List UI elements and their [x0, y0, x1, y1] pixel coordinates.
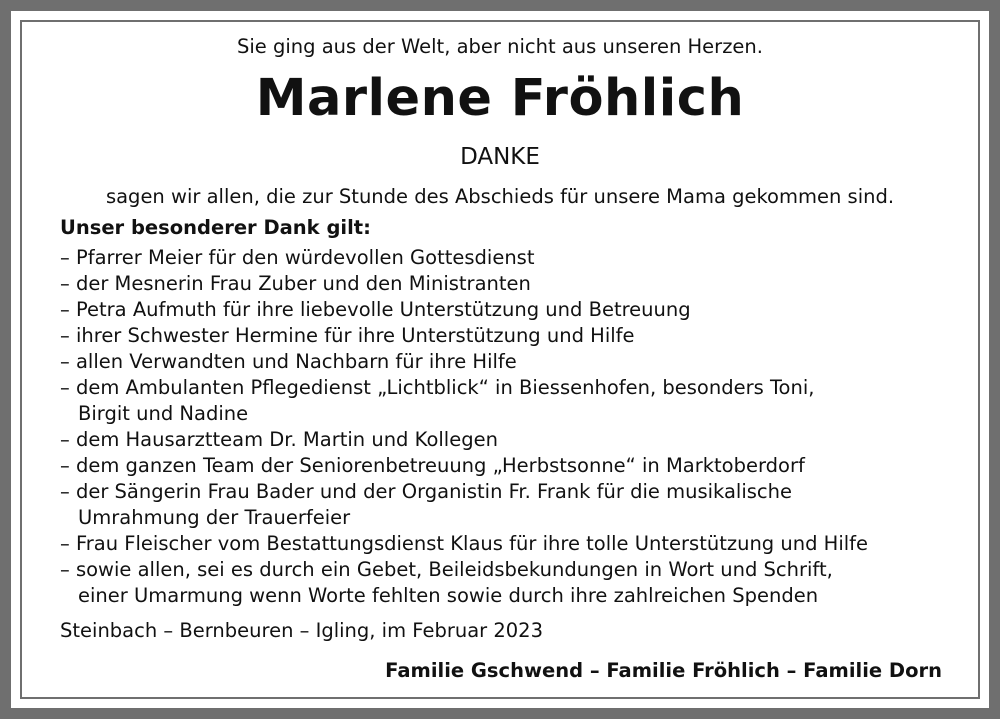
thanks-list	[60, 245, 960, 609]
thanks-item	[60, 297, 960, 323]
thanks-item	[60, 557, 960, 609]
thanks-item	[60, 245, 960, 271]
deceased-name: Marlene Fröhlich	[255, 69, 745, 128]
thanks-item	[60, 427, 960, 453]
family-signature: Familie Gschwend – Familie Fröhlich – Familie Dorn	[385, 659, 942, 682]
thanks-item-text: – dem Hausarztteam Dr. Martin und Kollegen	[60, 428, 498, 451]
thanks-item-text: – dem ganzen Team der Seniorenbetreuung „Herbstsonne“ in Marktoberdorf	[60, 454, 805, 477]
thanks-item-text: – dem Ambulanten Pflegedienst „Lichtblick“ in Biessenhofen, besonders Toni,	[60, 376, 815, 399]
thanks-item-continuation: einer Umarmung wenn Worte fehlten sowie durch ihre zahlreichen Spenden	[78, 584, 819, 607]
thanks-item	[60, 453, 960, 479]
thanks-item	[60, 349, 960, 375]
thanks-item-continuation: Umrahmung der Trauerfeier	[78, 506, 351, 529]
thanks-item-text: – Petra Aufmuth für ihre liebevolle Unterstützung und Betreuung	[60, 298, 691, 321]
thanks-item-text: – ihrer Schwester Hermine für ihre Unterstützung und Hilfe	[60, 324, 635, 347]
danke-heading: DANKE	[460, 144, 540, 170]
thanks-item	[60, 323, 960, 349]
thanks-item-continuation: Birgit und Nadine	[78, 402, 249, 425]
thanks-item	[60, 375, 960, 427]
thanks-item-text: – sowie allen, sei es durch ein Gebet, Beileidsbekundungen in Wort und Schrift,	[60, 558, 833, 581]
thanks-item-text: – Frau Fleischer vom Bestattungsdienst Klaus für ihre tolle Unterstützung und Hilfe	[60, 532, 869, 555]
thanks-item	[60, 479, 960, 531]
intro-text: sagen wir allen, die zur Stunde des Abschieds für unsere Mama gekommen sind.	[105, 185, 895, 208]
thanks-item-text: – allen Verwandten und Nachbarn für ihre Hilfe	[60, 350, 517, 373]
thanks-item-text: – der Mesnerin Frau Zuber und den Ministranten	[60, 272, 531, 295]
motto: Sie ging aus der Welt, aber nicht aus unseren Herzen.	[237, 35, 763, 58]
thanks-item-text: – der Sängerin Frau Bader und der Organistin Fr. Frank für die musikalische	[60, 480, 792, 503]
thanks-item	[60, 531, 960, 557]
thanks-item	[60, 271, 960, 297]
thanks-item-text: – Pfarrer Meier für den würdevollen Gottesdienst	[60, 246, 535, 269]
place-date: Steinbach – Bernbeuren – Igling, im Februar 2023	[60, 619, 543, 642]
thanks-heading: Unser besonderer Dank gilt:	[60, 216, 371, 239]
